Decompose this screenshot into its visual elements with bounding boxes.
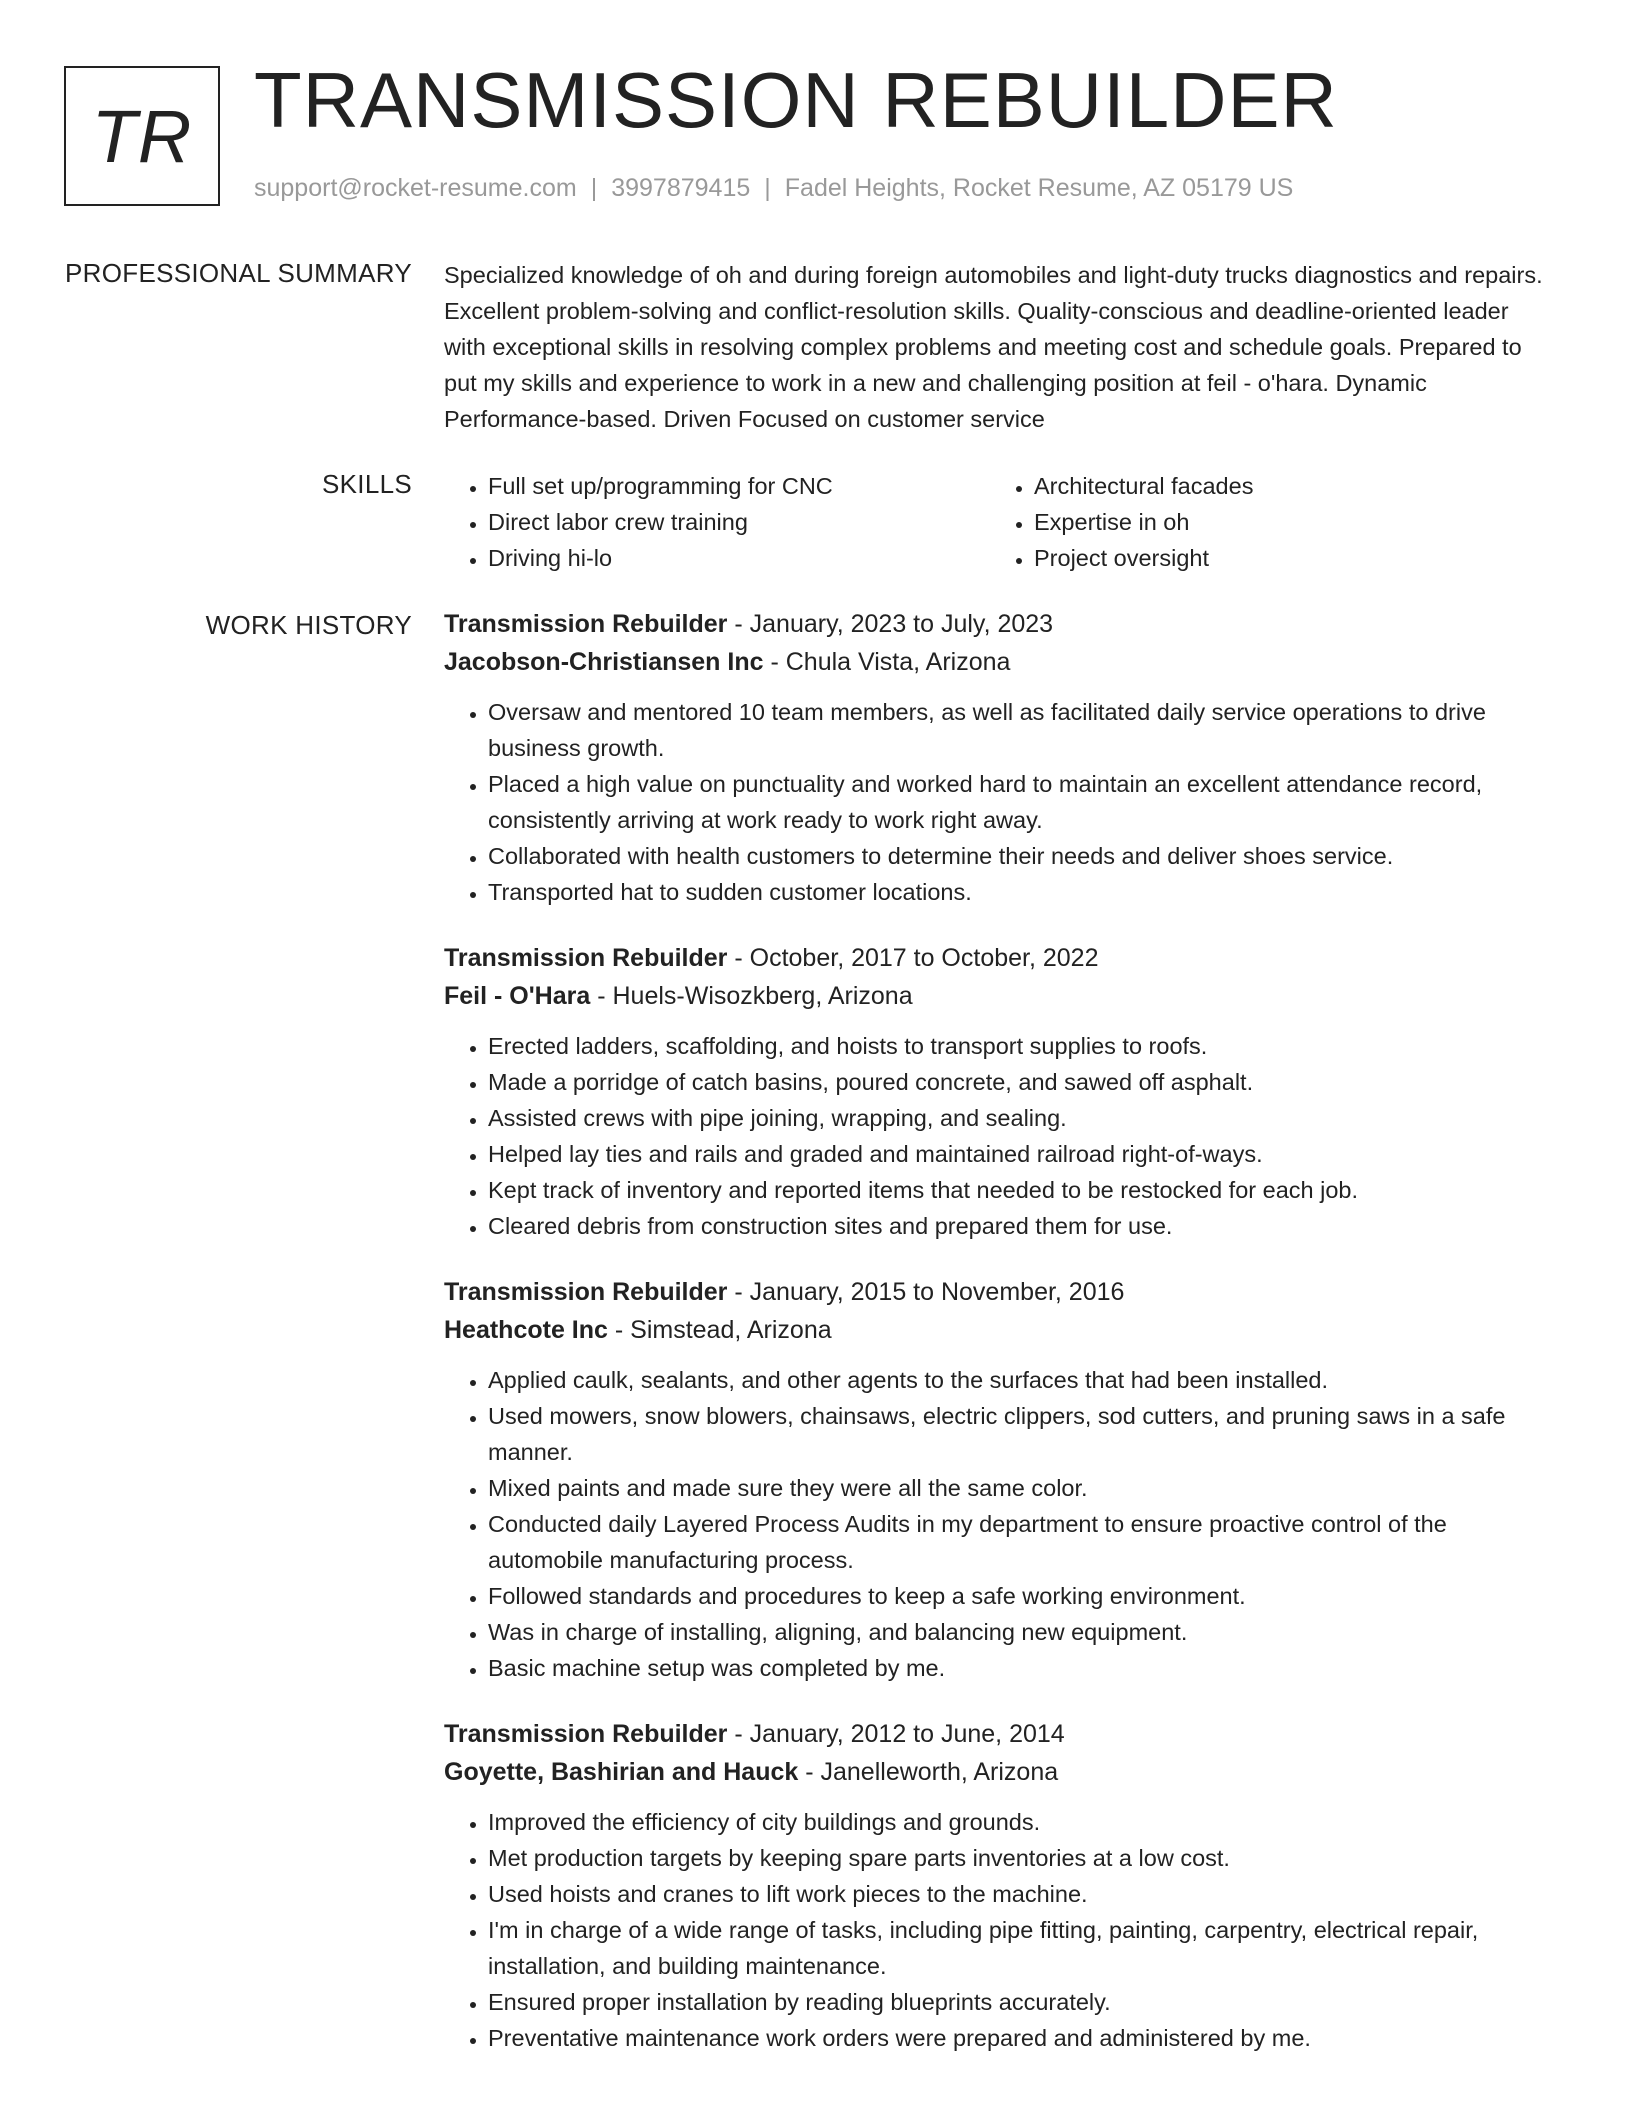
job-bullet: • Basic machine setup was completed by me.: [488, 1650, 1556, 1686]
job-company-line: [444, 976, 1556, 1016]
job-bullet: • Cleared debris from construction sites and prepared them for use.: [488, 1208, 1556, 1244]
skill-item: • Direct labor crew training: [488, 504, 990, 540]
skills-list-left: [444, 468, 990, 576]
work-history-section: [444, 606, 1556, 2086]
job-location: - Huels-Wisozkberg, Arizona: [590, 982, 913, 1010]
job-bullet: • Used mowers, snow blowers, chainsaws, electric clippers, sod cutters, and pruning saws in a safe manner.: [488, 1398, 1556, 1470]
contact-separator: |: [764, 174, 771, 202]
job-bullet: • Was in charge of installing, aligning, and balancing new equipment.: [488, 1614, 1556, 1650]
job-bullet: • Made a porridge of catch basins, poured concrete, and sawed off asphalt.: [488, 1064, 1556, 1100]
monogram-box: [64, 66, 220, 206]
job-bullet: • Improved the efficiency of city buildings and grounds.: [488, 1804, 1556, 1840]
job-bullet: • Conducted daily Layered Process Audits in my department to ensure proactive control of the automobile manufacturing process.: [488, 1506, 1556, 1578]
contact-email[interactable]: support@rocket-resume.com: [254, 174, 577, 202]
job-bullet: • Oversaw and mentored 10 team members, as well as facilitated daily service operations to drive business growth.: [488, 694, 1556, 766]
job-bullet: • Used hoists and cranes to lift work pieces to the machine.: [488, 1876, 1556, 1912]
job-title-line: [444, 1274, 1556, 1310]
job-bullet: • Collaborated with health customers to determine their needs and deliver shoes service.: [488, 838, 1556, 874]
job-bullet: • Transported hat to sudden customer locations.: [488, 874, 1556, 910]
job-bullet: • Kept track of inventory and reported items that needed to be restocked for each job.: [488, 1172, 1556, 1208]
job-dates: - January, 2012 to June, 2014: [727, 1720, 1065, 1748]
job-dates: - October, 2017 to October, 2022: [727, 944, 1099, 972]
job-bullet: • Ensured proper installation by reading blueprints accurately.: [488, 1984, 1556, 2020]
skill-item: • Driving hi-lo: [488, 540, 990, 576]
job-entry: [444, 1274, 1556, 1686]
job-title: Transmission Rebuilder: [444, 1278, 728, 1306]
job-bullet: • Mixed paints and made sure they were all the same color.: [488, 1470, 1556, 1506]
summary-text: Specialized knowledge of oh and during foreign automobiles and light-duty trucks diagnostics and repairs. Excellent problem-solving and conflict-resolution skills. Quality-conscious and deadline-oriented leader with exceptional skills in resolving complex problems and meeting cost and schedule goals. Prepared to put my skills and experience to work in a new and challenging position at feil - o'hara. Dynamic Performance-based. Driven Focused on customer service: [444, 262, 1543, 432]
job-bullets: [444, 1804, 1556, 2056]
monogram-initials: TR: [91, 94, 193, 178]
contact-separator: |: [590, 174, 598, 202]
job-location: - Simstead, Arizona: [607, 1316, 832, 1344]
job-bullets: [444, 1362, 1556, 1686]
job-title: Transmission Rebuilder: [444, 944, 728, 972]
job-location: - Chula Vista, Arizona: [763, 648, 1011, 676]
work-history-label: WORK HISTORY: [205, 610, 412, 640]
job-bullet: • I'm in charge of a wide range of tasks, including pipe fitting, painting, carpentry, electrical repair, installation, and building maintenance.: [488, 1912, 1556, 1984]
job-title: Transmission Rebuilder: [444, 610, 728, 638]
candidate-name: TRANSMISSION REBUILDER: [254, 56, 1338, 144]
contact-address: Fadel Heights, Rocket Resume, AZ 05179 US: [784, 174, 1294, 202]
job-entry: [444, 606, 1556, 910]
summary-label: PROFESSIONAL SUMMARY: [65, 258, 412, 288]
contact-phone[interactable]: 3997879415: [611, 174, 751, 202]
skills-list-right: [990, 468, 1536, 576]
job-bullet: • Assisted crews with pipe joining, wrapping, and sealing.: [488, 1100, 1556, 1136]
skills-columns: [444, 468, 1556, 576]
contact-line: [254, 174, 1293, 203]
job-bullet: • Preventative maintenance work orders were prepared and administered by me.: [488, 2020, 1556, 2056]
job-entry: [444, 1716, 1556, 2056]
job-bullet: • Placed a high value on punctuality and worked hard to maintain an excellent attendance record, consistently arriving at work ready to work right away.: [488, 766, 1556, 838]
job-location: - Janelleworth, Arizona: [798, 1758, 1059, 1786]
job-title: Transmission Rebuilder: [444, 1720, 728, 1748]
job-bullets: [444, 1028, 1556, 1244]
job-company: Jacobson-Christiansen Inc: [444, 648, 764, 676]
summary-section: [444, 257, 1556, 437]
job-company-line: [444, 642, 1556, 682]
job-entry: [444, 940, 1556, 1244]
job-company: Heathcote Inc: [444, 1316, 608, 1344]
job-bullet: • Applied caulk, sealants, and other agents to the surfaces that had been installed.: [488, 1362, 1556, 1398]
skill-item: • Architectural facades: [1034, 468, 1536, 504]
skill-item: • Project oversight: [1034, 540, 1536, 576]
job-bullet: • Helped lay ties and rails and graded and maintained railroad right-of-ways.: [488, 1136, 1556, 1172]
job-bullet: • Followed standards and procedures to keep a safe working environment.: [488, 1578, 1556, 1614]
job-title-line: [444, 940, 1556, 976]
job-company: Goyette, Bashirian and Hauck: [444, 1758, 799, 1786]
job-title-line: [444, 1716, 1556, 1752]
job-company: Feil - O'Hara: [444, 982, 591, 1010]
job-bullets: [444, 694, 1556, 910]
skills-label: SKILLS: [322, 469, 412, 499]
job-bullet: • Erected ladders, scaffolding, and hoists to transport supplies to roofs.: [488, 1028, 1556, 1064]
job-bullet: • Met production targets by keeping spare parts inventories at a low cost.: [488, 1840, 1556, 1876]
job-company-line: [444, 1752, 1556, 1792]
skill-item: • Expertise in oh: [1034, 504, 1536, 540]
job-dates: - January, 2023 to July, 2023: [727, 610, 1054, 638]
job-dates: - January, 2015 to November, 2016: [727, 1278, 1125, 1306]
skill-item: • Full set up/programming for CNC: [488, 468, 990, 504]
job-title-line: [444, 606, 1556, 642]
skills-section: [444, 468, 1556, 576]
job-company-line: [444, 1310, 1556, 1350]
